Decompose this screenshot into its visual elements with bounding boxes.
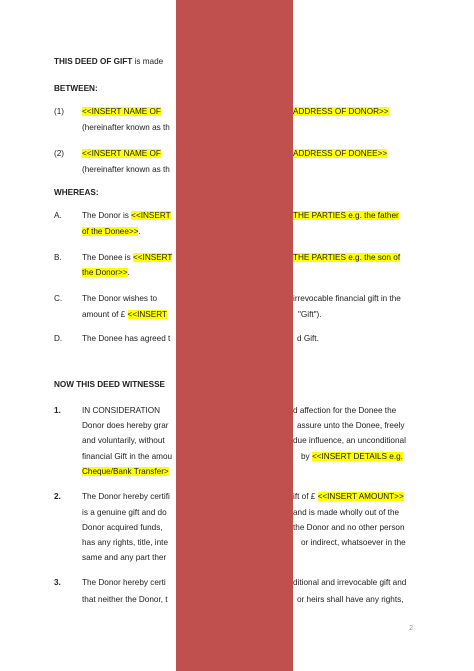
party-2-number: (2): [54, 149, 65, 158]
party-2-address-highlight: ADDRESS OF DONEE>>: [293, 149, 388, 158]
page-number: 2: [409, 625, 413, 632]
clause-1-details-highlight: <<INSERT DETAILS e.g.: [311, 452, 403, 461]
recital-d-number: D.: [54, 334, 63, 343]
clause-3-line1-right: ditional and irrevocable gift and: [293, 578, 407, 587]
recital-a-highlight-left: <<INSERT: [131, 211, 171, 220]
clause-2-number: 2.: [54, 492, 61, 501]
recital-c-line2-right: "Gift").: [298, 310, 322, 319]
recital-a-highlight-right: THE PARTIES e.g. the father: [293, 211, 399, 220]
clause-1-transfer-highlight: Cheque/Bank Transfer>: [82, 467, 169, 476]
clause-2-line5-left: same and any part ther: [82, 553, 167, 562]
party-2-name-highlight: <<INSERT NAME OF: [82, 149, 161, 158]
clause-1-by-text: by: [301, 452, 312, 461]
recital-b-line2: [82, 267, 130, 278]
party-2-line1-left: [82, 148, 161, 159]
party-1-number: (1): [54, 107, 65, 116]
clause-3-number: 3.: [54, 578, 61, 587]
clause-1-line1-left: IN CONSIDERATION: [82, 406, 161, 415]
recital-c-number: C.: [54, 294, 63, 303]
party-2-line2: (hereinafter known as th: [82, 165, 170, 174]
clause-3-line1-left: The Donor hereby certi: [82, 578, 166, 587]
clause-2-line3-left: Donor acquired funds,: [82, 523, 163, 532]
clause-2-amount-highlight: <<INSERT AMOUNT>>: [317, 492, 404, 501]
deed-title-rest: is made: [132, 57, 164, 66]
recital-b-highlight-line2: the Donor>>: [82, 268, 128, 277]
clause-1-line3-left: and voluntarily, without: [82, 436, 165, 445]
clause-1-line2-right: assure unto the Donee, freely: [297, 421, 405, 430]
recital-b-line1: [82, 252, 172, 263]
recital-b-line1-right: [293, 252, 400, 263]
clause-1-line5: [82, 466, 169, 477]
recital-b-number: B.: [54, 253, 62, 262]
clause-2-line1-right: [293, 491, 404, 502]
clause-1-line4-right: [301, 451, 403, 462]
clause-2-line1-left: The Donor hereby certifi: [82, 492, 170, 501]
recital-d-line1-left: The Donee has agreed t: [82, 334, 171, 343]
recital-c-line1-left: The Donor wishes to: [82, 294, 158, 303]
clause-1-line4-left: financial Gift in the amou: [82, 452, 173, 461]
recital-a-end: .: [138, 227, 141, 236]
clause-2-line3-right: the Donor and no other person: [293, 523, 405, 532]
clause-2-line2-left: is a genuine gift and do: [82, 508, 167, 517]
recital-b-end: .: [127, 268, 130, 277]
recital-c-line2: [82, 309, 167, 320]
recital-b-highlight-right: THE PARTIES e.g. the son of: [293, 253, 401, 262]
party-1-address-highlight: ADDRESS OF DONOR>>: [293, 107, 389, 116]
whereas-heading: WHEREAS:: [54, 188, 99, 197]
clause-1-number: 1.: [54, 406, 61, 415]
clause-1-line3-right: due influence, an unconditional: [293, 436, 406, 445]
party-1-line1-right: [293, 106, 389, 117]
recital-d-line1-right: d Gift.: [297, 334, 319, 343]
recital-a-line2: [82, 226, 141, 237]
clause-3-line2-right: or heirs shall have any rights,: [297, 595, 404, 604]
clause-2-line4-left: has any rights, title, inte: [82, 538, 169, 547]
recital-c-amount-text: amount of £: [82, 310, 128, 319]
clause-3-line2-left: that neither the Donor, t: [82, 595, 168, 604]
deed-title-line: [54, 56, 163, 67]
recital-c-line1-right: irrevocable financial gift in the: [293, 294, 401, 303]
party-2-line1-right: [293, 148, 387, 159]
party-1-line1-left: [82, 106, 161, 117]
recital-a-highlight-line2: of the Donee>>: [82, 227, 139, 236]
deed-title-bold: THIS DEED OF GIFT: [54, 57, 133, 66]
recital-a-line1-right: [293, 210, 399, 221]
between-heading: BETWEEN:: [54, 84, 98, 93]
clause-2-gift-text: ift of £: [293, 492, 318, 501]
recital-c-highlight: <<INSERT: [127, 310, 167, 319]
clause-2-line4-right: or indirect, whatsoever in the: [301, 538, 406, 547]
redaction-bar: [176, 0, 293, 671]
witnesseth-heading: NOW THIS DEED WITNESSE: [54, 380, 165, 389]
recital-a-line1: [82, 210, 171, 221]
party-1-line2: (hereinafter known as th: [82, 123, 170, 132]
clause-1-line2-left: Donor does hereby grar: [82, 421, 169, 430]
party-1-name-highlight: <<INSERT NAME OF: [82, 107, 161, 116]
clause-2-line2-right: and is made wholly out of the: [293, 508, 400, 517]
recital-a-text: The Donor is: [82, 211, 132, 220]
recital-a-number: A.: [54, 211, 62, 220]
recital-b-highlight-left: <<INSERT: [132, 253, 173, 262]
clause-1-line1-right: d affection for the Donee the: [293, 406, 397, 415]
recital-b-text: The Donee is: [82, 253, 133, 262]
